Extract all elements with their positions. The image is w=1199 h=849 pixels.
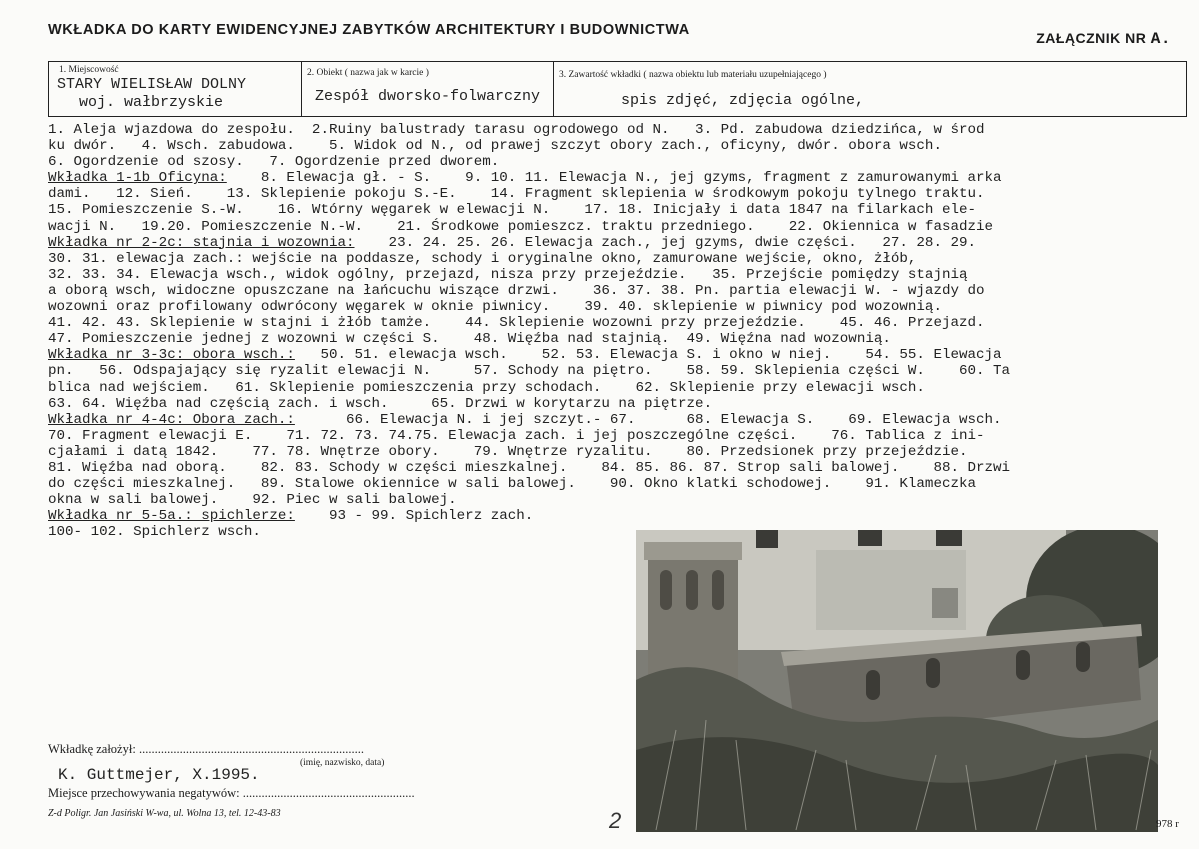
miejscowosc-value: STARY WIELISŁAW DOLNY xyxy=(57,76,247,93)
list-line: wozowni oraz profilowany odwrócony węgarek w oknie piwnicy. 39. 40. sklepienie w piwnicy pod wozownią. xyxy=(48,299,942,316)
photo-list xyxy=(48,122,1188,540)
wojewodztwo-value: woj. wałbrzyskie xyxy=(79,94,224,111)
attachment-label: ZAŁĄCZNIK NR xyxy=(1036,30,1147,46)
section-heading: Wkładka 1-1b Oficyna: xyxy=(48,170,227,187)
section-heading: Wkładka nr 2-2c: stajnia i wozownia: xyxy=(48,234,355,251)
list-line: 15. Pomieszczenie S.-W. 16. Wtórny węgarek w elewacji N. 17. 18. Inicjały i data 1847 na filarkach ele- xyxy=(48,202,977,219)
form-code: 978 r xyxy=(1156,818,1179,830)
list-line: ku dwór. 4. Wsch. zabudowa. 5. Widok od N., od prawej szczyt obory zach., oficyny, dwór. obora wsch. xyxy=(48,138,942,155)
list-line: pn. 56. Odspajający się ryzalit elewacji N. 57. Schody na piętro. 58. 59. Sklepienia części W. 60. Ta xyxy=(48,363,1011,380)
list-line: 41. 42. 43. Sklepienie w stajni i żłób tamże. 44. Sklepienie wozowni przy przejeździe. 45. 46. Przejazd. xyxy=(48,315,985,332)
list-line: Wkładka nr 4-4c: Obora zach.: 66. Elewacja N. i jej szczyt.- 67. 68. Elewacja S. 69. Elewacja wsch. xyxy=(48,411,1002,428)
list-line: 47. Pomieszczenie jednej z wozowni w części S. 48. Więźba nad stajnią. 49. Więźna nad wozownią. xyxy=(48,331,891,348)
section-heading: Wkładka nr 3-3c: obora wsch.: xyxy=(48,347,295,364)
list-line: Wkładka nr 2-2c: stajnia i wozownia: 23. 24. 25. 26. Elewacja zach., jej gzyms, dwie części. 27. 28. 29. xyxy=(48,234,977,251)
list-line: do części mieszkalnej. 89. Stalowe okiennice w sali balowej. 90. Okno klatki schodowej. 91. Klameczka xyxy=(48,476,977,493)
zawartosc-value: spis zdjęć, zdjęcia ogólne, xyxy=(621,92,865,109)
list-line: blica nad wejściem. 61. Sklepienie pomieszczenia przy schodach. 62. Sklepienie przy elewacji wsch. xyxy=(48,379,925,396)
list-line: okna w sali balowej. 92. Piec w sali balowej. xyxy=(48,492,457,509)
list-line: Wkładka nr 5-5a.: spichlerze: 93 - 99. Spichlerz zach. xyxy=(48,508,534,525)
list-line: 100- 102. Spichlerz wsch. xyxy=(48,524,261,541)
column-divider xyxy=(553,62,554,116)
list-line: 6. Ogordzenie od szosy. 7. Ogordzenie przed dworem. xyxy=(48,154,500,171)
attachment-number xyxy=(1036,30,1171,48)
attachment-value: A. xyxy=(1150,30,1171,48)
miejscowosc-label: 1. Miejscowość xyxy=(59,65,119,75)
section-heading: Wkładka nr 4-4c: Obora zach.: xyxy=(48,411,295,428)
list-line: a oborą wsch, widoczne opuszczane na łańcuchu wiszące drzwi. 36. 37. 38. Pn. partia elewacji W. - wjazdy do xyxy=(48,282,985,299)
obiekt-value: Zespół dworsko-folwarczny xyxy=(315,88,541,105)
list-line: Wkładka 1-1b Oficyna: 8. Elewacja gł. - S. 9. 10. 11. Elewacja N., jej gzyms, fragment z zamurowanymi arka xyxy=(48,170,1002,187)
list-line: 1. Aleja wjazdowa do zespołu. 2.Ruiny balustrady tarasu ogrodowego od N. 3. Pd. zabudowa dziedzińca, w środ xyxy=(48,122,985,138)
list-line: 81. Więźba nad oborą. 82. 83. Schody w części mieszkalnej. 84. 85. 86. 87. Strop sali balowej. 88. Drzwi xyxy=(48,459,1011,476)
page-number: 2 xyxy=(609,808,622,833)
column-divider xyxy=(301,62,302,116)
balustrade-photo-image xyxy=(636,530,1158,832)
printer-imprint: Z-d Poligr. Jan Jasiński W-wa, ul. Wolna 13, tel. 12-43-83 xyxy=(48,808,281,819)
obiekt-label: 2. Obiekt ( nazwa jak w karcie ) xyxy=(307,68,429,78)
zawartosc-label: 3. Zawartość wkładki ( nazwa obiektu lub materiału uzupełniającego ) xyxy=(559,70,827,80)
list-line: 32. 33. 34. Elewacja wsch., widok ogólny, przejazd, nisza przy przejeździe. 35. Przejście pomiędzy stajnią xyxy=(48,266,968,283)
photo-balustrade-ruins xyxy=(636,530,1158,832)
list-line: wacji N. 19.20. Pomieszczenie N.-W. 21. Środkowe pomieszcz. traktu przedniego. 22. Okiennica w fasadzie xyxy=(48,218,994,235)
list-line: 63. 64. Więźba nad częścią zach. i wsch. 65. Drzwi w korytarzu na piętrze. xyxy=(48,395,713,412)
list-line: Wkładka nr 3-3c: obora wsch.: 50. 51. elewacja wsch. 52. 53. Elewacja S. i okno w niej. 54. 55. Elewacja xyxy=(48,347,1002,364)
negatives-location-label: Miejsce przechowywania negatywów: ....................................................... xyxy=(48,786,415,800)
list-line: 70. Fragment elewacji E. 71. 72. 73. 74.75. Elewacja zach. i jej poszczególne części. 76. Tablica z ini- xyxy=(48,427,985,444)
name-date-hint: (imię, nazwisko, data) xyxy=(300,758,385,768)
founded-by-value: K. Guttmejer, X.1995. xyxy=(58,766,260,784)
founded-by-label: Wkładkę założył: ........................................................................ xyxy=(48,742,364,756)
form-header-box xyxy=(48,61,1187,117)
list-line: dami. 12. Sień. 13. Sklepienie pokoju S.-E. 14. Fragment sklepienia w środkowym pokoju tylnego traktu. xyxy=(48,186,985,203)
section-heading: Wkładka nr 5-5a.: spichlerze: xyxy=(48,508,295,525)
list-line: 30. 31. elewacja zach.: wejście na poddasze, schody i oryginalne okno, zamurowane wejście, okno, żłób, xyxy=(48,250,917,267)
form-title: WKŁADKA DO KARTY EWIDENCYJNEJ ZABYTKÓW ARCHITEKTURY I BUDOWNICTWA xyxy=(48,22,690,38)
list-line: cjałami i datą 1842. 77. 78. Wnętrze obory. 79. Wnętrze ryzalitu. 80. Przedsionek przy przejeździe. xyxy=(48,443,968,460)
